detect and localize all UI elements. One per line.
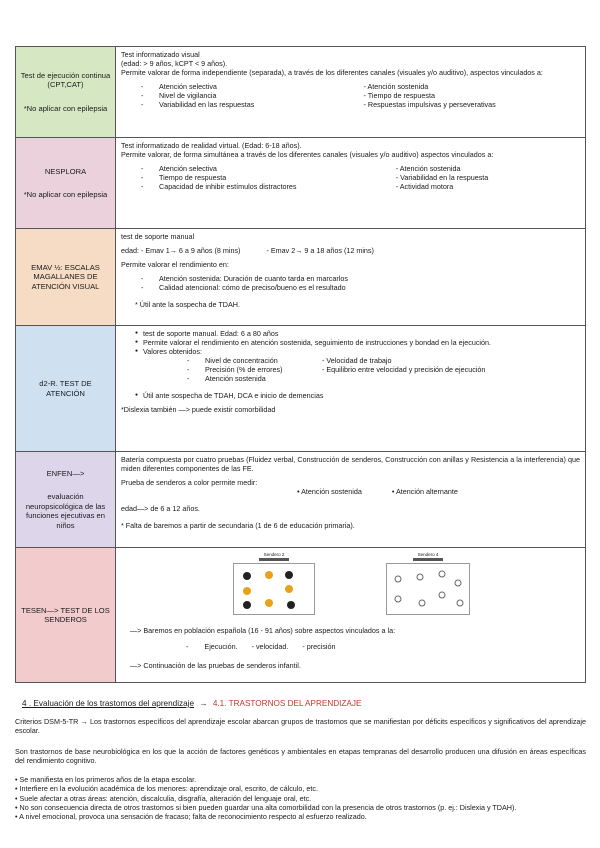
list-item: - Nivel de concentración bbox=[187, 356, 316, 365]
emav-label-cell bbox=[16, 229, 116, 325]
list-item: • Interfiere en la evolución académica de los menores: aprendizaje oral, escrito, de cálculo, etc. bbox=[15, 784, 318, 794]
tesen-items bbox=[186, 642, 336, 651]
list-item: • Atención alternante bbox=[391, 487, 458, 496]
emav-line2a: edad: - Emav 1→ 6 a 9 años (8 mins) bbox=[121, 246, 241, 255]
list-item: • Atención sostenida bbox=[297, 487, 362, 496]
tesen-content bbox=[116, 548, 585, 682]
enfen-label-cell bbox=[16, 452, 116, 547]
row-emav bbox=[16, 229, 585, 326]
cpt-content bbox=[116, 47, 585, 137]
enfen-note: * Falta de baremos a partir de secundaria (1 de 6 de educación primaria). bbox=[121, 521, 355, 530]
nesplora-label: NESPLORA bbox=[44, 166, 87, 176]
list-item: - Atención selectiva bbox=[141, 82, 358, 91]
sendero-4-badge bbox=[413, 558, 443, 561]
dot-icon bbox=[243, 601, 251, 609]
list-item: • Se manifiesta en los primeros años de la etapa escolar. bbox=[15, 775, 197, 784]
enfen-content bbox=[116, 452, 585, 547]
emav-items bbox=[141, 274, 580, 292]
list-item: - Velocidad de trabajo bbox=[322, 356, 392, 365]
list-item: - Calidad atencional: cómo de preciso/bueno es el resultado bbox=[141, 283, 580, 292]
dot-icon bbox=[243, 572, 251, 580]
dot-icon bbox=[287, 601, 295, 609]
nesplora-label-cell bbox=[16, 138, 116, 228]
emav-label: EMAV ½: ESCALAS MAGALLANES DE ATENCIÓN VISUAL bbox=[31, 262, 100, 291]
cpt-items bbox=[141, 82, 580, 109]
enfen-line1: Batería compuesta por cuatro pruebas (Fluidez verbal, Construcción de senderos, Construcción con anillas y Resistencia a la interferencia) que miden diferentes componentes de las FE. bbox=[121, 455, 580, 473]
sendero-4-image bbox=[386, 563, 470, 615]
bullet-list bbox=[15, 775, 586, 822]
emav-content bbox=[116, 229, 585, 325]
list-item: - Capacidad de inhibir estímulos distractores bbox=[141, 182, 390, 191]
enfen-sublabel: evaluación neuropsicológica de las funciones ejecutivas en niños bbox=[25, 492, 106, 530]
row-tesen bbox=[16, 548, 585, 682]
cpt-line1: Test informatizado visual bbox=[121, 50, 200, 59]
d2r-items bbox=[187, 356, 580, 383]
cpt-note: *No aplicar con epilepsia bbox=[23, 103, 108, 113]
nesplora-line2: Permite valorar, de forma simultánea a través de los diferentes canales (visuales y/o auditivo) aspectos vinculados a: bbox=[121, 150, 494, 159]
section-arrow: → bbox=[199, 699, 208, 708]
section-heading bbox=[22, 699, 361, 709]
dot-icon bbox=[243, 587, 251, 595]
sendero-4-figure bbox=[386, 552, 470, 617]
enfen-line2: Prueba de senderos a color permite medir: bbox=[121, 478, 258, 487]
enfen-label: ENFEN—> bbox=[46, 468, 85, 478]
paragraph-2: Son trastornos de base neurobiológica en los que la acción de factores genéticos y ambientales en etapas tempranas del desarrollo producen una difusión en áreas específicas del rendimiento cognitivo. bbox=[15, 747, 586, 766]
sendero-2-figure bbox=[233, 552, 315, 617]
row-cpt bbox=[16, 47, 585, 138]
list-item: • No son consecuencia directa de otros trastornos si bien pueden guardar una alta comorbilidad con la presencia de otros trastornos (p. ej.: Dislexia y TDAH). bbox=[15, 803, 517, 813]
row-nesplora bbox=[16, 138, 585, 229]
sendero-2-image bbox=[233, 563, 315, 615]
list-item: - Atención sostenida bbox=[363, 82, 429, 91]
d2r-content bbox=[116, 326, 585, 451]
paragraph-1: Criterios DSM-5-TR → Los trastornos específicos del aprendizaje escolar abarcan grupos de trastornos que se manifiestan por déficits específicos y significativos del aprendizaje escolar. bbox=[15, 717, 586, 736]
list-item: - Atención selectiva bbox=[141, 164, 390, 173]
tesen-label-cell bbox=[16, 548, 116, 682]
nesplora-items bbox=[141, 164, 580, 191]
dot-icon bbox=[265, 571, 273, 579]
list-item: - velocidad. bbox=[251, 642, 289, 651]
cpt-label-cell bbox=[16, 47, 116, 137]
tesen-label: TESEN—> TEST DE LOS SENDEROS bbox=[21, 605, 110, 624]
dot-icon bbox=[285, 571, 293, 579]
d2r-note: *Dislexia también —> puede existir comorbilidad bbox=[121, 405, 276, 414]
list-item: - Tiempo de respuesta bbox=[363, 91, 436, 100]
list-item: ● Valores obtenidos: bbox=[135, 347, 580, 356]
list-item: - Actividad motora bbox=[395, 182, 454, 191]
nesplora-content bbox=[116, 138, 585, 228]
list-item: - Equilibrio entre velocidad y precisión de ejecución bbox=[322, 365, 486, 374]
tesen-line1: —> Baremos en población española (16 - 91 años) sobre aspectos vinculados a la: bbox=[130, 626, 396, 635]
d2r-label-cell bbox=[16, 326, 116, 451]
cpt-line2: (edad: > 9 años, kCPT < 9 años). bbox=[121, 59, 228, 68]
d2r-label: d2-R. TEST DE ATENCIÓN bbox=[39, 379, 92, 398]
list-item: ● Permite valorar el rendimiento en atención sostenida, seguimiento de instrucciones y bondad en la ejecución. bbox=[135, 338, 580, 347]
d2r-bullets bbox=[135, 329, 580, 356]
list-item: - Atención sostenida bbox=[395, 164, 461, 173]
nesplora-line1: Test informatizado de realidad virtual. (Edad: 6-18 años). bbox=[121, 141, 302, 150]
section-subtitle: 4.1. TRASTORNOS DEL APRENDIZAJE bbox=[212, 699, 362, 708]
enfen-items bbox=[297, 487, 580, 496]
section-number-title: 4 . Evaluación de los trastornos del aprendizaje bbox=[22, 699, 195, 708]
emav-line2 bbox=[121, 246, 580, 255]
list-item: ● Útil ante sospecha de TDAH, DCA e inicio de demencias bbox=[135, 391, 580, 400]
list-item: - precisión bbox=[302, 642, 336, 651]
list-item: - Nivel de vigilancia bbox=[141, 91, 358, 100]
emav-line2b: - Emav 2→ 9 a 18 años (12 mins) bbox=[266, 246, 374, 255]
list-item: - Variabilidad en la respuesta bbox=[395, 173, 489, 182]
list-item: - Atención sostenida: Duración de cuanto tarda en marcarlos bbox=[141, 274, 580, 283]
list-item: - Tiempo de respuesta bbox=[141, 173, 390, 182]
row-enfen bbox=[16, 452, 585, 548]
enfen-line3: edad—> de 6 a 12 años. bbox=[121, 504, 200, 513]
d2r-bullet4-wrap bbox=[135, 391, 580, 400]
cpt-line3: Permite valorar de forma independiente (separada), a través de los diferentes canales (visuales y/o auditivo), aspectos vinculados a: bbox=[121, 68, 543, 77]
row-d2r bbox=[16, 326, 585, 452]
sendero-2-badge bbox=[259, 558, 289, 561]
dot-icon bbox=[285, 585, 293, 593]
sendero-2-title: Sendero 2 bbox=[263, 552, 285, 557]
nesplora-note: *No aplicar con epilepsia bbox=[23, 190, 108, 199]
list-item: - Precisión (% de errores) bbox=[187, 365, 316, 374]
list-item: • A nivel emocional, provoca una sensación de fracaso; falta de reconocimiento respecto al esfuerzo realizado. bbox=[15, 812, 367, 822]
list-item: - Ejecución. bbox=[186, 642, 238, 651]
emav-line1: test de soporte manual bbox=[121, 232, 195, 241]
assessment-table bbox=[15, 46, 586, 683]
list-item: ● test de soporte manual. Edad: 6 a 80 años bbox=[135, 329, 580, 338]
list-item: - Atención sostenida bbox=[187, 374, 316, 383]
emav-note: * Útil ante la sospecha de TDAH. bbox=[135, 300, 240, 309]
emav-line3: Permite valorar el rendimiento en: bbox=[121, 260, 229, 269]
tesen-line2: —> Continuación de las pruebas de senderos infantil. bbox=[130, 661, 301, 670]
list-item: • Suele afectar a otras áreas: atención, discalculia, disgrafía, alteración del lenguaje oral, etc. bbox=[15, 793, 312, 803]
cpt-label: Test de ejecución continua (CPT,CAT) bbox=[20, 70, 111, 90]
list-item: - Variabilidad en las respuestas bbox=[141, 100, 358, 109]
sendero-4-title: Sendero 4 bbox=[417, 552, 439, 557]
dot-icon bbox=[265, 599, 273, 607]
list-item: - Respuestas impulsivas y perseverativas bbox=[363, 100, 496, 109]
